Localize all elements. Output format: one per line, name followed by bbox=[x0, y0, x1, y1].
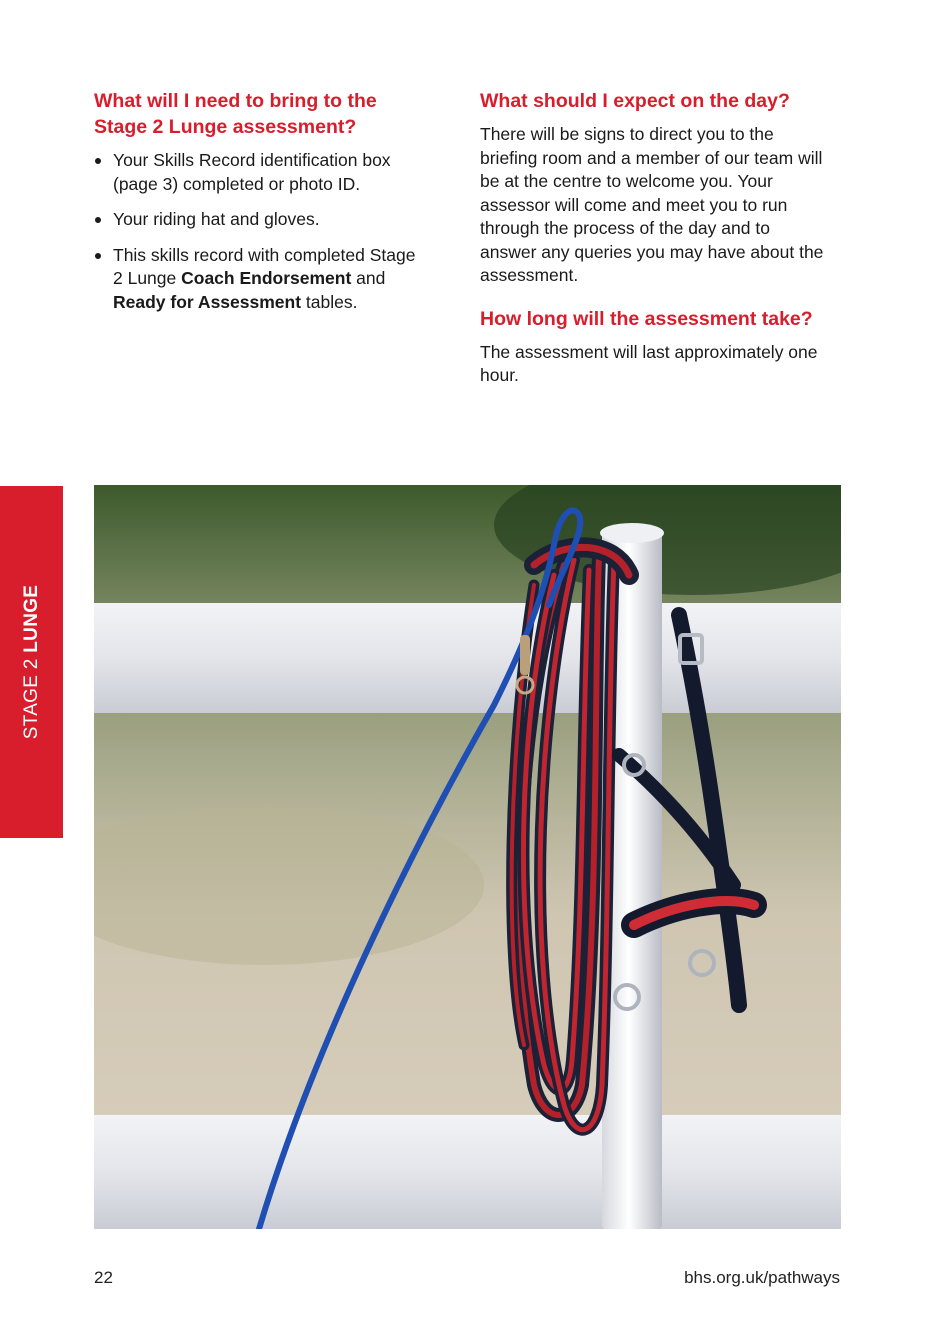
bullet-icon bbox=[95, 217, 101, 223]
list-item-text: This skills record with completed Stage 2 Lunge bbox=[113, 244, 416, 288]
section-side-tab-label: STAGE 2 LUNGE bbox=[20, 584, 42, 740]
section-side-tab bbox=[0, 486, 63, 838]
bullet-icon bbox=[95, 253, 101, 259]
expect-heading: What should I expect on the day? bbox=[480, 90, 790, 112]
coach-endorsement-emphasis: Coach Endorsement bbox=[181, 268, 352, 288]
lunge-line-photo bbox=[94, 485, 841, 1229]
duration-heading: How long will the assessment take? bbox=[480, 307, 813, 330]
list-item bbox=[94, 244, 424, 315]
lunge-line-illustration bbox=[94, 485, 841, 1229]
footer-url[interactable]: bhs.org.uk/pathways bbox=[684, 1268, 840, 1287]
duration-paragraph: The assessment will last approximately one hour. bbox=[480, 341, 818, 385]
list-item-text: Your Skills Record identification box (page 3) completed or photo ID. bbox=[113, 150, 391, 194]
list-item bbox=[94, 149, 424, 196]
list-item-text: Your riding hat and gloves. bbox=[113, 209, 320, 229]
bring-heading: What will I need to bring to the Stage 2 Lunge assessment? bbox=[94, 90, 377, 138]
list-item bbox=[94, 208, 424, 232]
page-number: 22 bbox=[94, 1268, 113, 1287]
ready-for-assessment-emphasis: Ready for Assessment bbox=[113, 291, 302, 312]
left-column bbox=[94, 88, 424, 326]
bullet-icon bbox=[95, 158, 101, 164]
bring-list bbox=[94, 149, 424, 314]
list-item-text: and bbox=[351, 268, 386, 288]
right-column bbox=[480, 88, 830, 406]
expect-paragraph: There will be signs to direct you to the briefing room and a member of our team will be at the centre to welcome you. Your assessor will come and meet you to run through the process of the day and to answer any queries you may have about the assessment. bbox=[480, 124, 824, 285]
list-item-text: tables. bbox=[301, 291, 358, 312]
